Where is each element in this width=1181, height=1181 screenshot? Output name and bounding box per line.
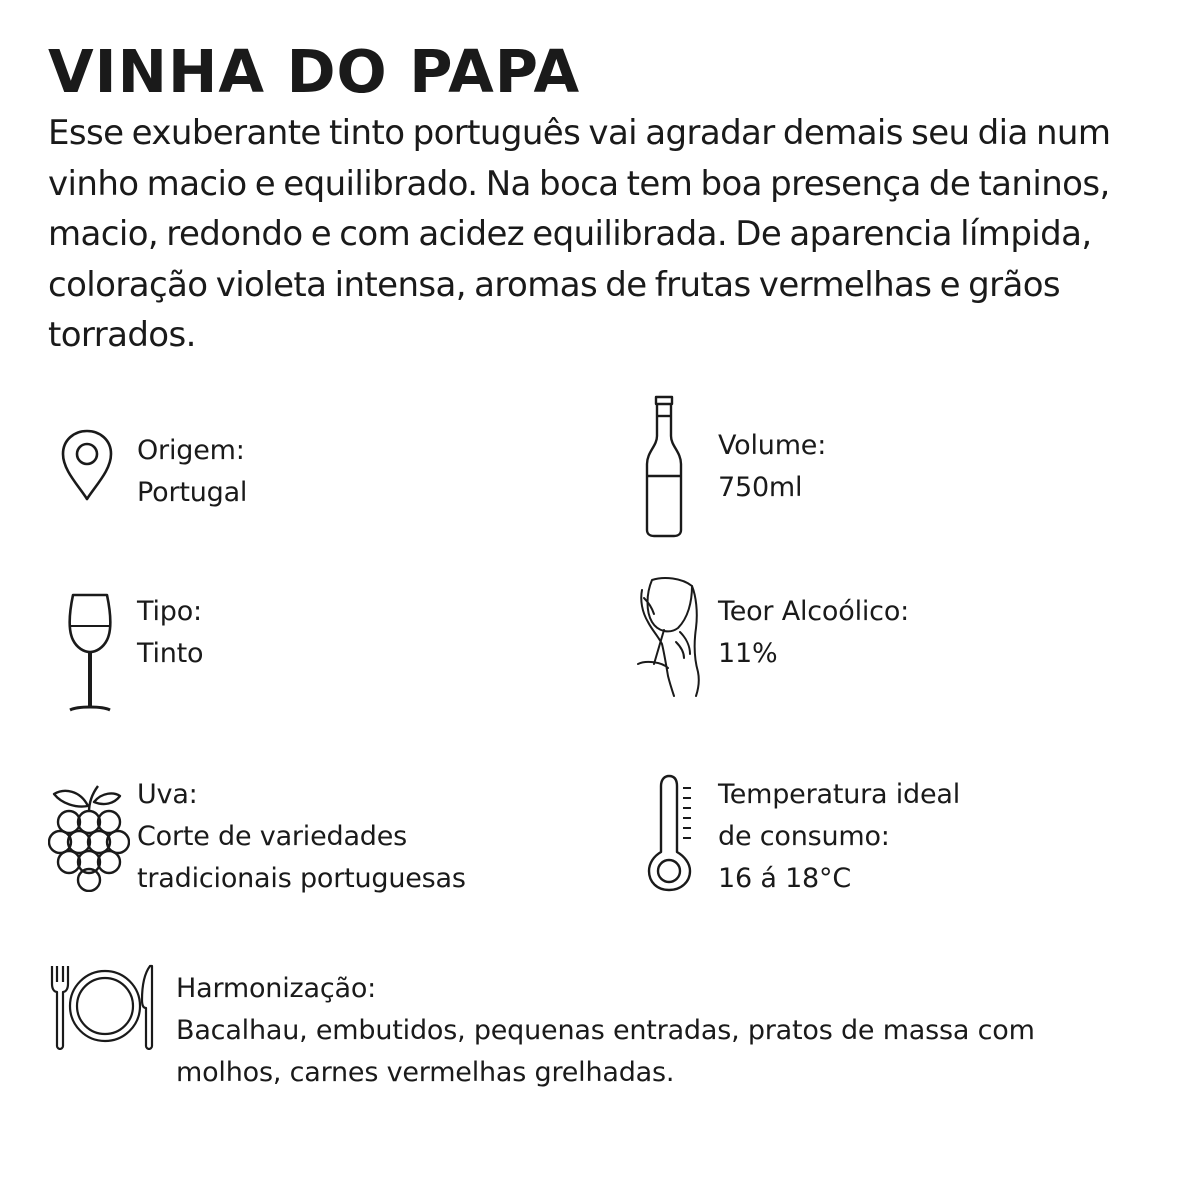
spec-uva-value-line1: Corte de variedades — [137, 821, 408, 852]
spec-tipo — [137, 591, 203, 675]
spec-uva-label: Uva: — [137, 779, 198, 810]
spec-temperatura-value: 16 á 18°C — [718, 863, 851, 894]
spec-uva-value-line2: tradicionais portuguesas — [137, 863, 466, 894]
product-title: VINHA DO PAPA — [48, 37, 581, 106]
spec-harmonizacao-label: Harmonização: — [176, 973, 377, 1004]
spec-uva — [137, 774, 466, 900]
spec-teor — [718, 591, 909, 675]
spec-harmonizacao — [176, 968, 1076, 1094]
thermometer-icon — [647, 774, 699, 892]
spec-teor-label: Teor Alcoólico: — [718, 596, 910, 627]
location-pin-icon — [60, 428, 114, 502]
wine-glass-icon — [66, 592, 114, 714]
spec-tipo-value: Tinto — [137, 638, 204, 669]
grapes-icon — [48, 782, 130, 892]
wine-bottle-icon — [640, 394, 688, 540]
spec-origem-label: Origem: — [137, 435, 245, 466]
spec-origem — [137, 430, 247, 514]
spec-volume-value: 750ml — [718, 472, 803, 503]
spec-temperatura-label-line2: de consumo: — [718, 821, 890, 852]
spec-origem-value: Portugal — [137, 477, 248, 508]
spec-teor-value: 11% — [718, 638, 778, 669]
product-description: Esse exuberante tinto português vai agradar demais seu dia num vinho macio e equilibrado. Na boca tem boa presença de taninos, macio, redondo e com acidez equilibrada. De aparencia límpida, coloração violeta intensa, aromas de frutas vermelhas e grãos torrados. — [48, 113, 1111, 355]
hand-holding-glass-icon — [624, 572, 704, 698]
spec-harmonizacao-value: Bacalhau, embutidos, pequenas entradas, pratos de massa com molhos, carnes vermelhas grelhadas. — [176, 1015, 1035, 1088]
spec-volume — [718, 425, 826, 509]
plate-fork-knife-icon — [48, 964, 156, 1050]
spec-temperatura — [718, 774, 960, 900]
spec-tipo-label: Tipo: — [137, 596, 202, 627]
spec-temperatura-label-line1: Temperatura ideal — [718, 779, 961, 810]
spec-volume-label: Volume: — [718, 430, 827, 461]
